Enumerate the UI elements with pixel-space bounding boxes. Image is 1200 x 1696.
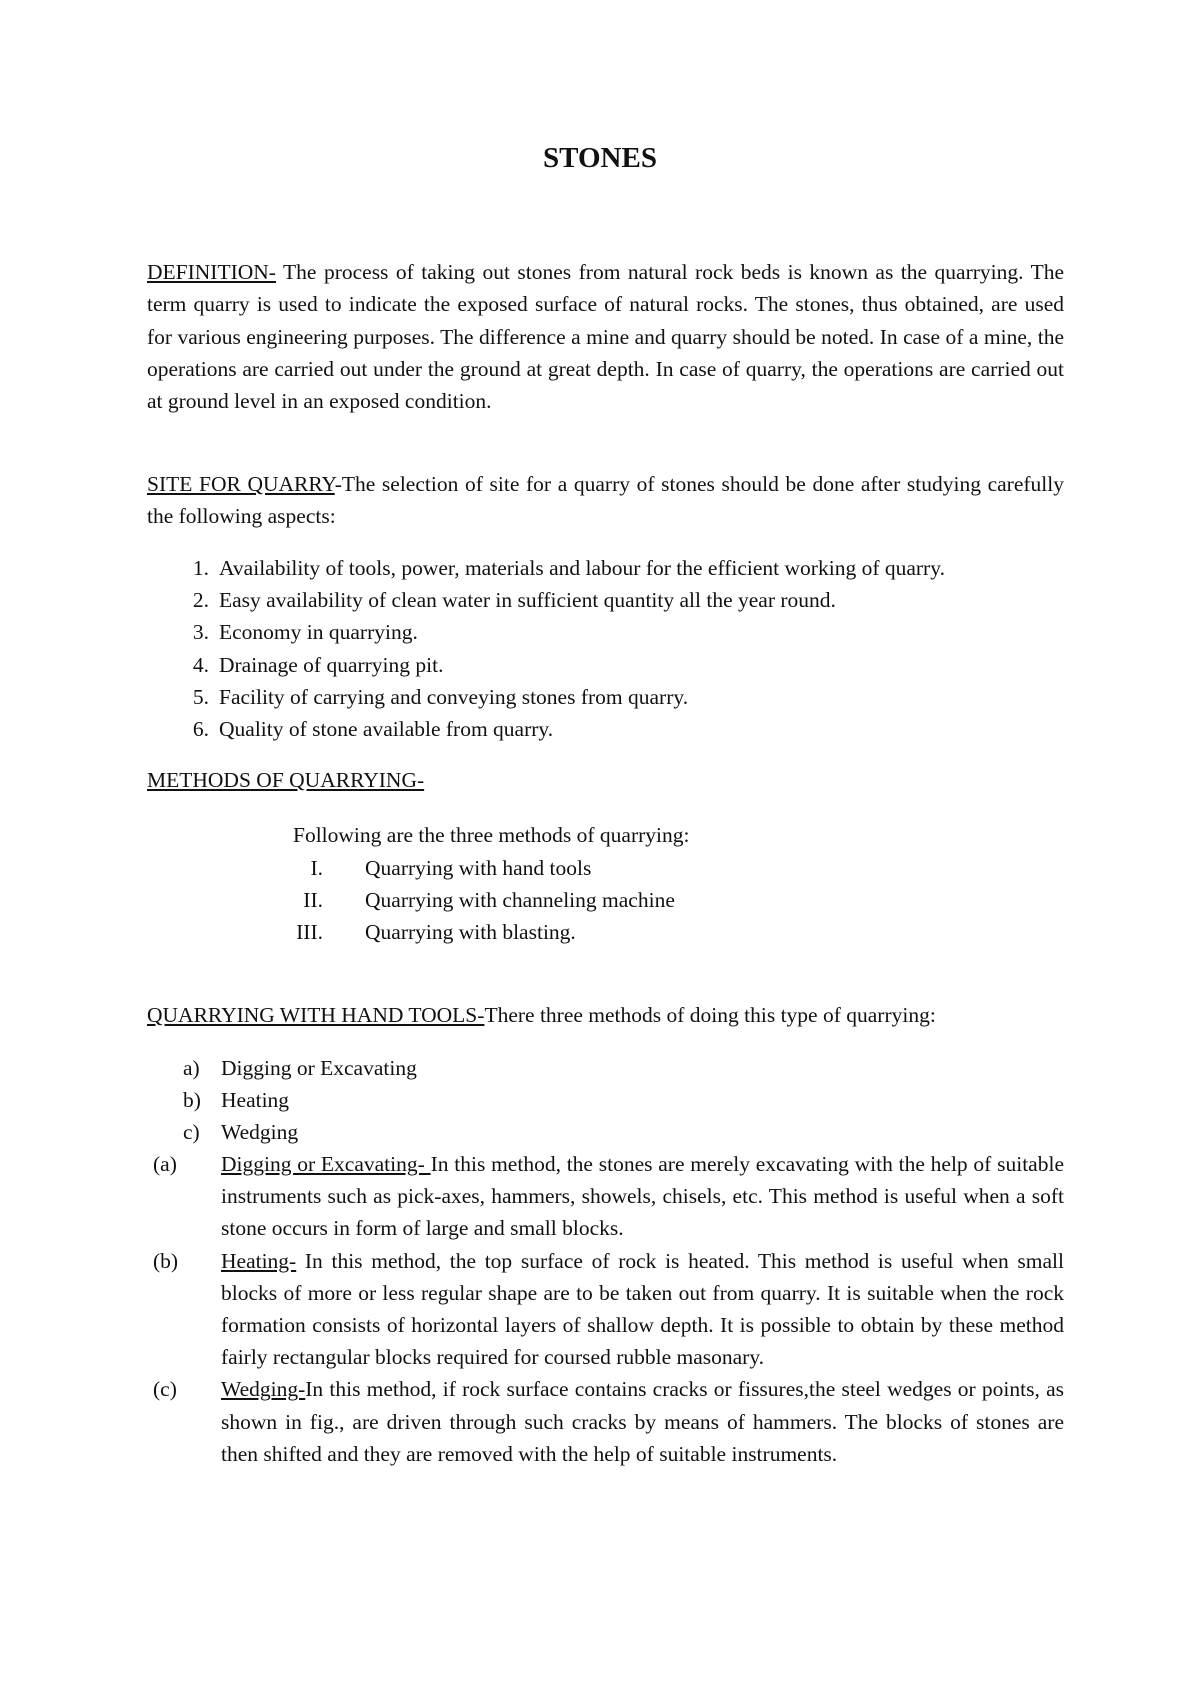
methods-heading: METHODS OF QUARRYING- [147,768,425,792]
hand-tools-paragraph [147,1003,936,1028]
hand-tools-label: QUARRYING WITH HAND TOOLS- [147,1003,485,1027]
definition-text: The process of taking out stones from natural rock beds is known as the quarrying. The term quarry is used to indicate the exposed surface of natural rocks. The stones, thus obtained, are used for various engineering purposes. The difference a mine and quarry should be noted. In case of a mine, the operations are carried out under the ground at great depth. In case of quarry, the operations are carried out at ground level in an exposed condition. [147,260,1064,414]
list-item: 2. Easy availability of clean water in sufficient quantity all the year round. [192,588,836,613]
site-aspects-list [147,552,1064,745]
list-item: b) Heating [183,1088,290,1113]
methods-intro: Following are the three methods of quarrying: [293,823,690,847]
detail-item-heating: (b) Heating- In this method, the top surface of rock is heated. This method is useful when small blocks of more or less regular shape are to be taken out from quarry. It is suitable when the rock formation consists of horizontal layers of shallow depth. It is possible to obtain by these method fairly rectangular blocks required for coursed rubble masonary. [153,1248,1064,1370]
list-item: 6. Quality of stone available from quarry. [192,717,554,742]
list-item: 4. Drainage of quarrying pit. [192,652,444,677]
list-item: II. Quarrying with channeling machine [303,888,675,913]
detail-item-wedging: (c) Wedging-In this method, if rock surface contains cracks or fissures,the steel wedges or points, as shown in fig., are driven through such cracks by means of hammers. The blocks of stones are then shifted and they are removed with the help of suitable instruments. [153,1377,1064,1466]
list-item: III. Quarrying with blasting. [296,920,576,945]
definition-label: DEFINITION- [147,260,276,284]
list-item: 5. Facility of carrying and conveying stones from quarry. [192,684,689,709]
hand-tools-text: There three methods of doing this type of quarrying: [484,1003,936,1027]
page-title: STONES [543,142,657,174]
list-item: I. Quarrying with hand tools [310,856,592,880]
list-item: c) Wedging [183,1120,299,1145]
hand-tools-details [147,1148,1064,1470]
detail-item-digging: (a) Digging or Excavating- In this method, the stones are merely excavating with the help of suitable instruments such as pick-axes, hammers, showels, chisels, etc. This method is useful when a soft stone occurs in form of large and small blocks. [153,1152,1064,1241]
list-item: 3. Economy in quarrying. [192,620,418,645]
methods-list [293,852,675,949]
definition-paragraph [147,256,1064,417]
list-item: 1. Availability of tools, power, materials and labour for the efficient working of quarry. [192,556,945,580]
site-text: -The selection of site for a quarry of stones should be done after studying carefully the following aspects: [147,472,1064,529]
site-label: SITE FOR QUARRY [147,472,335,496]
site-paragraph [147,468,1064,533]
hand-tools-list [147,1052,1064,1149]
list-item: a) Digging or Excavating [183,1056,417,1080]
